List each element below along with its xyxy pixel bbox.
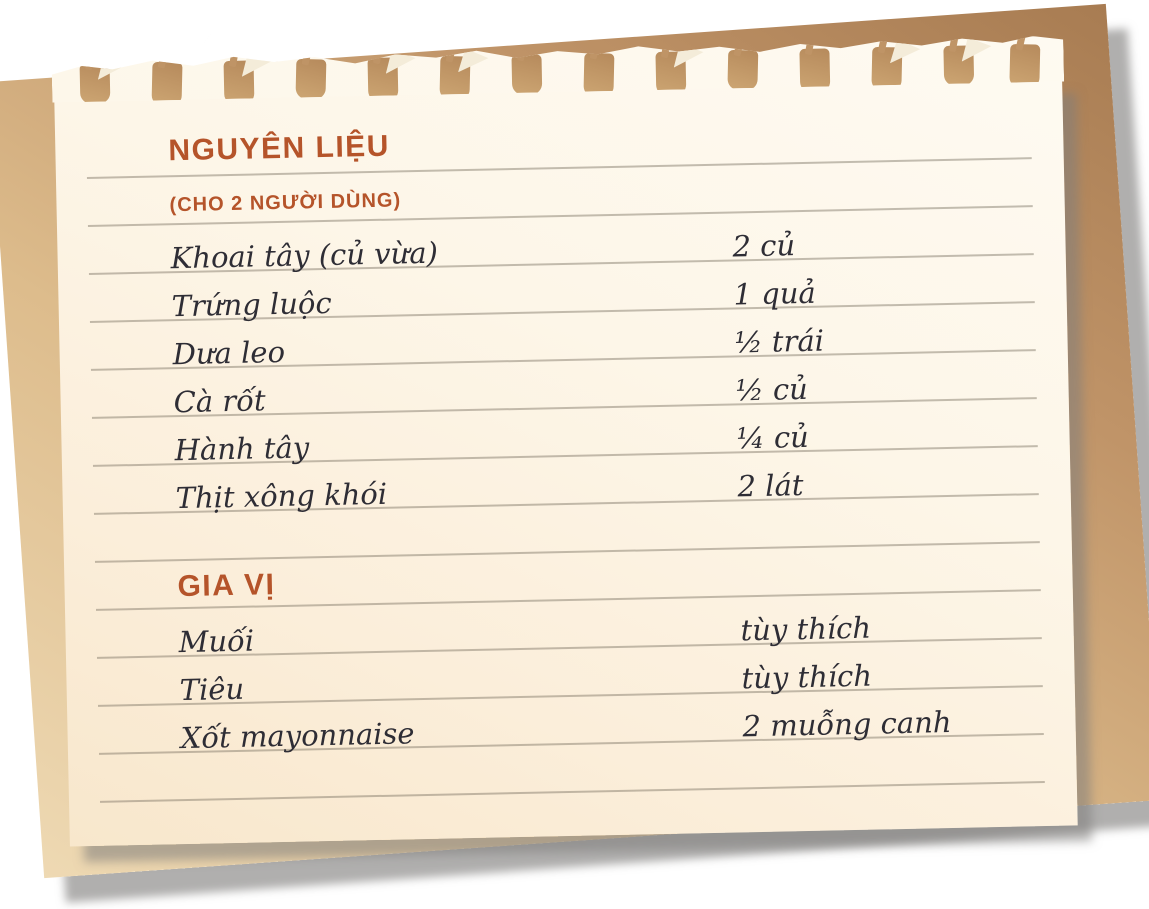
ingredient-quantity: 2 củ — [732, 228, 796, 264]
ingredient-quantity: ½ trái — [734, 323, 825, 360]
ingredient-quantity: ½ củ — [735, 371, 809, 408]
ingredient-name: Muối — [178, 623, 255, 660]
ingredient-quantity: 1 quả — [733, 275, 817, 312]
torn-hole — [1009, 44, 1040, 89]
ingredient-name: Khoai tây (củ vừa) — [170, 235, 439, 276]
torn-hole — [655, 51, 686, 96]
torn-hole — [439, 56, 470, 101]
torn-hole — [511, 54, 542, 95]
torn-hole — [224, 60, 255, 105]
torn-hole — [295, 59, 326, 100]
ingredient-quantity: 2 muỗng canh — [742, 704, 952, 744]
ingredient-name: Cà rốt — [173, 383, 266, 420]
ingredient-name: Hành tây — [174, 430, 310, 468]
ingredient-name: Dưa leo — [172, 334, 286, 372]
torn-hole — [943, 45, 974, 86]
section-title-spices: GIA VỊ — [177, 568, 276, 604]
torn-hole — [367, 57, 398, 102]
ingredient-name: Trứng luộc — [171, 285, 332, 324]
torn-hole — [583, 53, 614, 98]
ingredient-quantity: ¼ củ — [736, 419, 810, 456]
ingredient-quantity: tùy thích — [740, 610, 872, 648]
ingredient-quantity: 2 lát — [737, 468, 804, 504]
section-title-ingredients: NGUYÊN LIỆU — [168, 129, 391, 168]
torn-hole — [871, 47, 902, 92]
ingredient-quantity: tùy thích — [741, 658, 873, 696]
ingredient-name: Xốt mayonnaise — [180, 716, 415, 756]
ingredient-name: Thịt xông khói — [175, 476, 388, 516]
note-paper — [54, 78, 1077, 847]
torn-hole — [727, 50, 758, 91]
serving-note: (CHO 2 NGƯỜI DÙNG) — [169, 189, 402, 217]
ingredient-name: Tiêu — [179, 671, 245, 708]
torn-hole — [799, 48, 830, 93]
